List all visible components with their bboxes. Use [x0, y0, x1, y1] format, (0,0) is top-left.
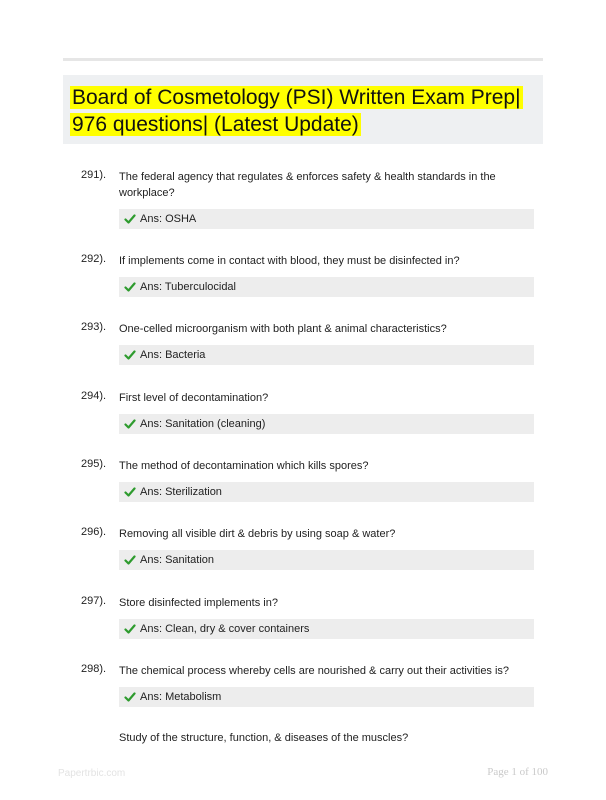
question-text: Removing all visible dirt & debris by using soap & water?: [119, 528, 396, 540]
question-number: 291).: [81, 169, 107, 181]
checkmark-icon: [124, 623, 136, 635]
question-text: If implements come in contact with blood, they must be disinfected in?: [119, 255, 460, 267]
question-number: 297).: [81, 595, 107, 607]
question-text: First level of decontamination?: [119, 392, 269, 404]
question-number: 292).: [81, 253, 107, 265]
checkmark-icon: [124, 349, 136, 361]
answer-text: Ans: Bacteria: [140, 349, 206, 361]
answer-text: Ans: Metabolism: [140, 691, 222, 703]
question-number: 296).: [81, 526, 107, 538]
question-text: The chemical process whereby cells are nourished & carry out their activities is?: [119, 665, 510, 677]
checkmark-icon: [124, 213, 136, 225]
checkmark-icon: [124, 418, 136, 430]
top-divider: [63, 58, 543, 61]
question-text: One-celled microorganism with both plant & animal characteristics?: [119, 323, 447, 335]
question-text: Store disinfected implements in?: [119, 597, 278, 609]
answer-box: [119, 277, 534, 297]
question-text: The federal agency that regulates & enforces safety & health standards in the workplace?: [119, 171, 496, 199]
answer-text: Ans: OSHA: [140, 213, 197, 225]
answer-box: [119, 482, 534, 502]
answer-text: Ans: Clean, dry & cover containers: [140, 623, 310, 635]
answer-text: Ans: Tuberculocidal: [140, 281, 236, 293]
question-number: 293).: [81, 321, 107, 333]
answer-box: [119, 414, 534, 434]
checkmark-icon: [124, 281, 136, 293]
checkmark-icon: [124, 486, 136, 498]
question-number: 298).: [81, 663, 107, 675]
answer-text: Ans: Sterilization: [140, 486, 222, 498]
answer-text: Ans: Sanitation: [140, 554, 214, 566]
answer-text: Ans: Sanitation (cleaning): [140, 418, 266, 430]
answer-box: [119, 687, 534, 707]
footer-watermark: Papertrbic.com: [58, 768, 126, 779]
answer-box: [119, 345, 534, 365]
question-number: 294).: [81, 390, 107, 402]
checkmark-icon: [124, 554, 136, 566]
checkmark-icon: [124, 691, 136, 703]
page-number: Page 1 of 100: [487, 766, 548, 778]
document-title: [70, 84, 540, 138]
question-text: The method of decontamination which kills spores?: [119, 460, 369, 472]
title-highlight: Board of Cosmetology (PSI) Written Exam Prep| 976 questions| (Latest Update): [72, 86, 521, 136]
answer-box: [119, 550, 534, 570]
answer-box: [119, 619, 534, 639]
trailing-question-text: Study of the structure, function, & diseases of the muscles?: [119, 732, 409, 744]
question-number: 295).: [81, 458, 107, 470]
answer-box: [119, 209, 534, 229]
